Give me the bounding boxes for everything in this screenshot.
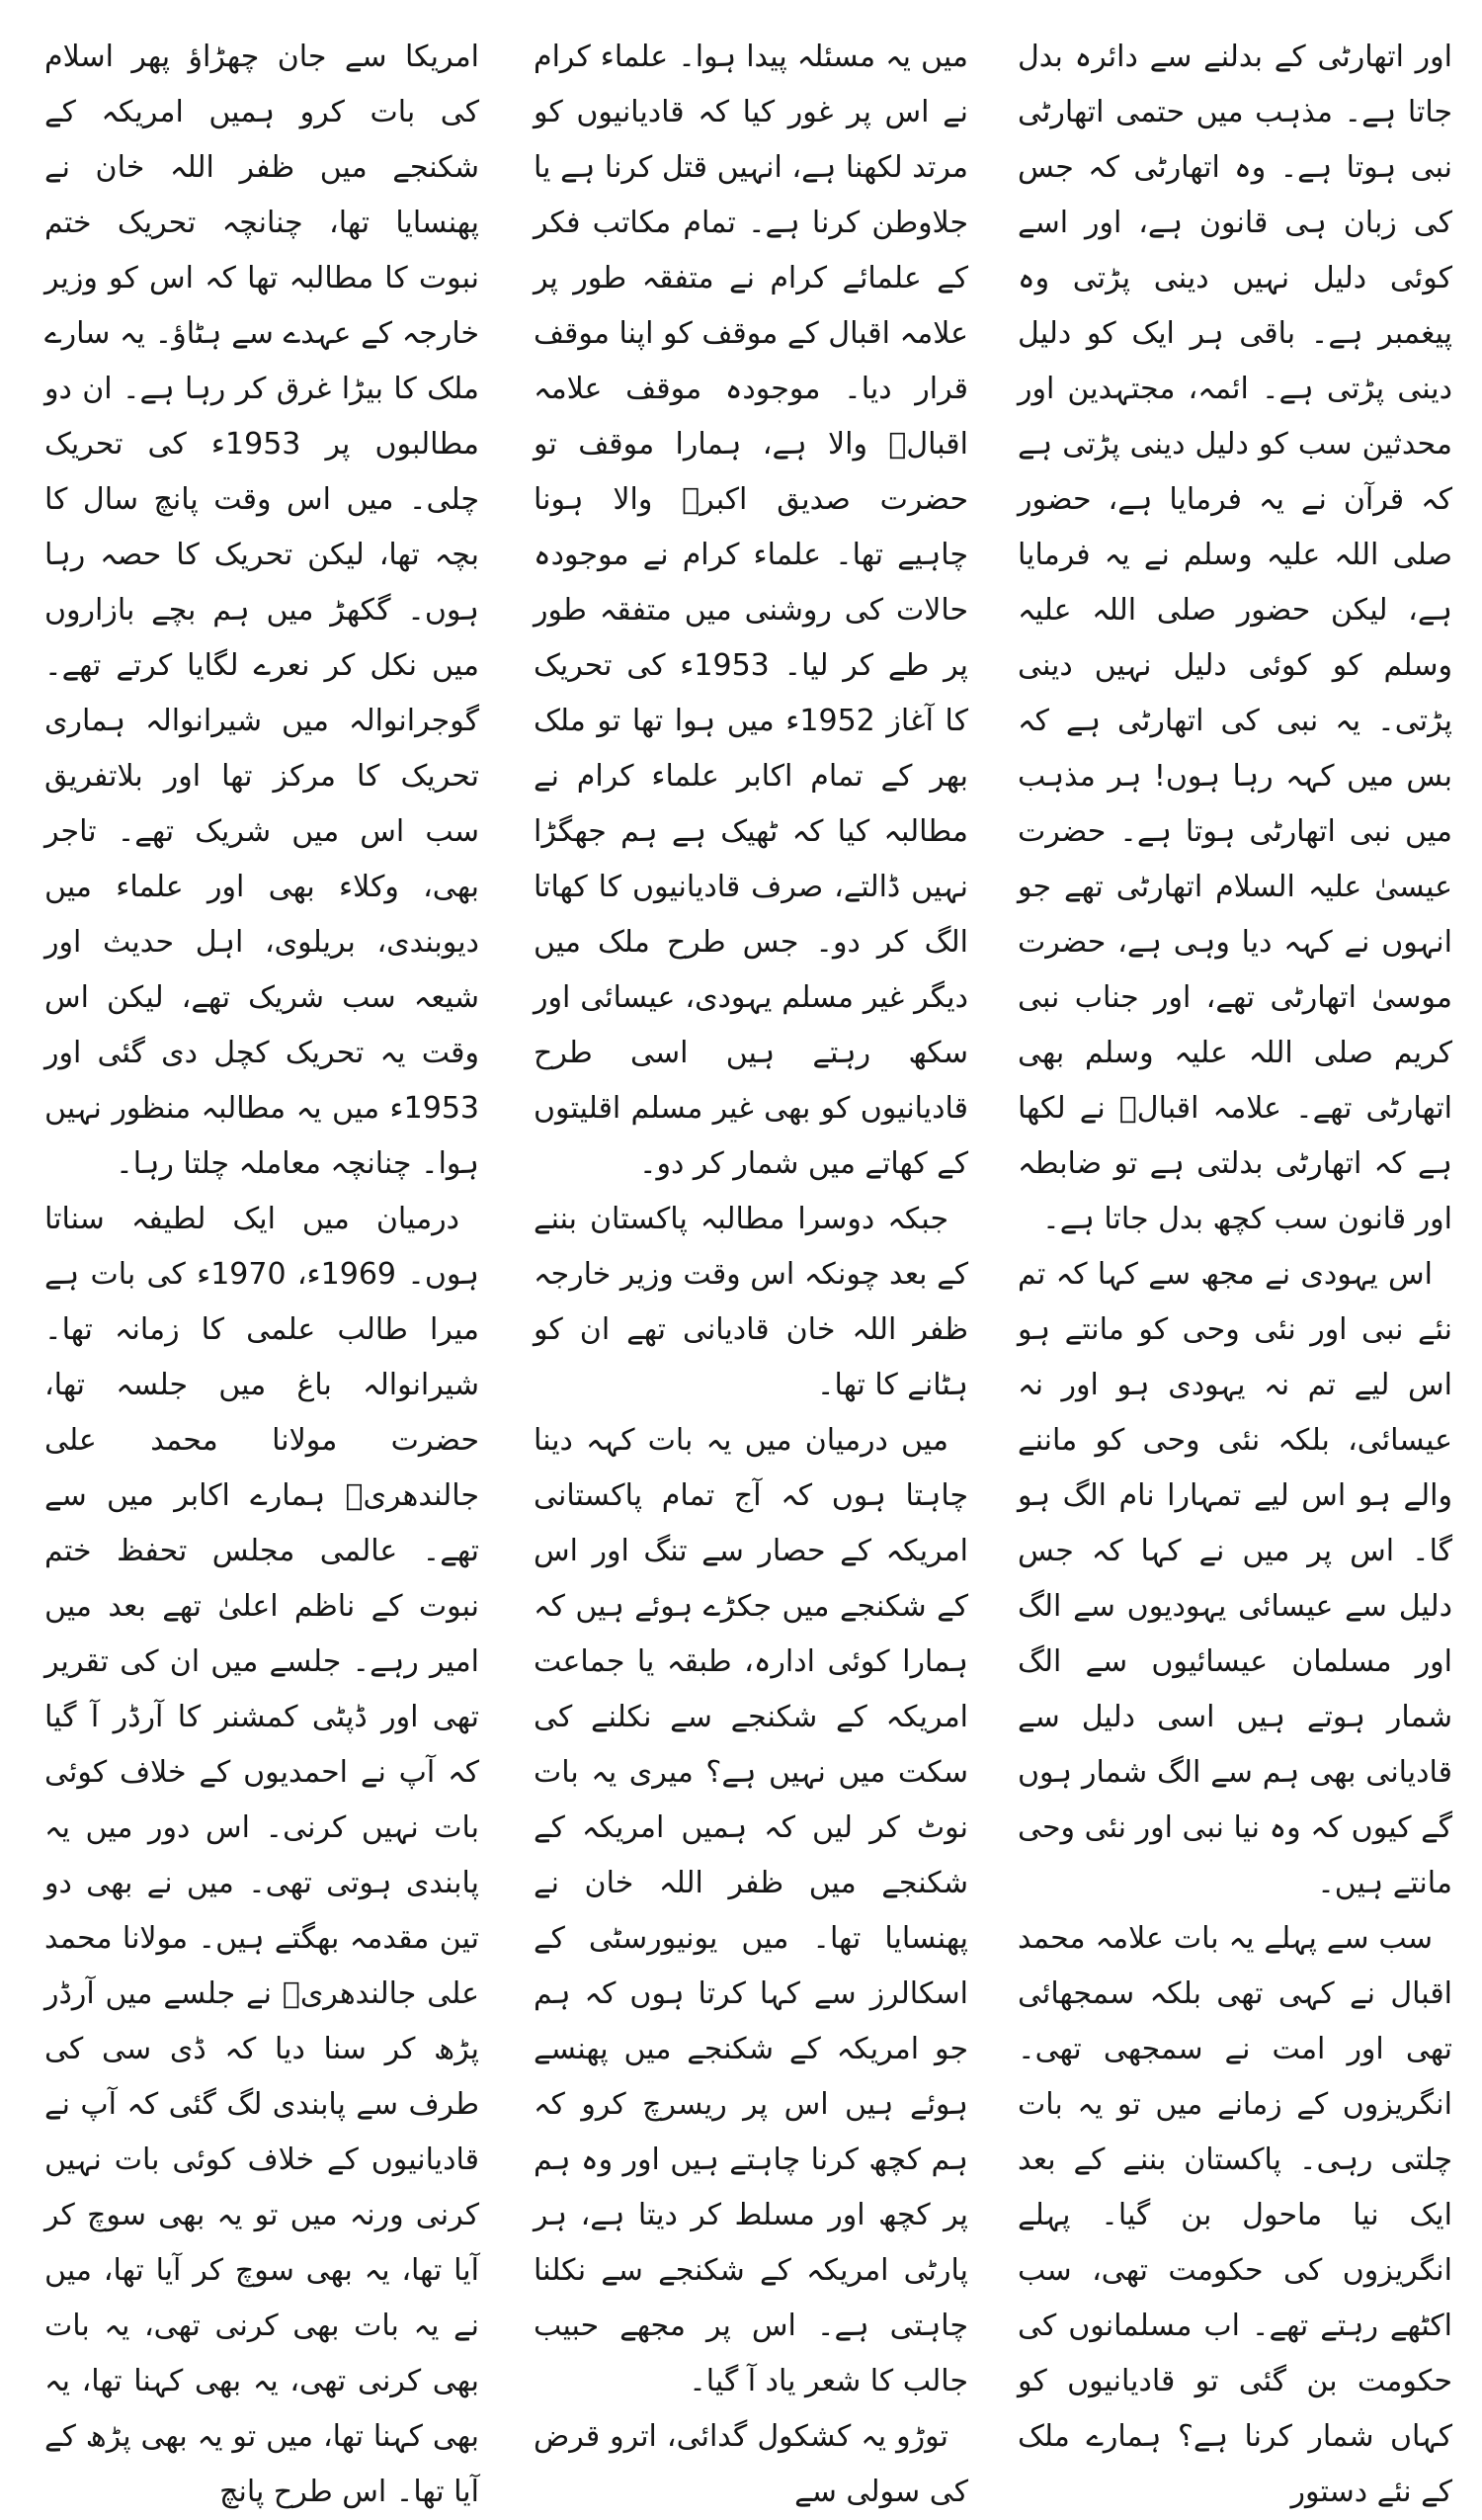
column-middle (534, 30, 968, 2509)
paragraph: امریکا سے جان چھڑاؤ پھر اسلام کی بات کرو ہمیں امریکہ کے شکنجے میں ظفر اللہ خان نے پھنسایا تھا، چنانچہ تحریک ختم نبوت کا مطالبہ تھا کہ اس کو وزیر خارجہ کے عہدے سے ہٹاؤ۔ یہ سارے ملک کا بیڑا غرق کر رہا ہے۔ ان دو مطالبوں پر 1953ء کی تحریک چلی۔ میں اس وقت پانچ سال کا بچہ تھا، لیکن تحریک کا حصہ رہا ہوں۔ گکھڑ میں ہم بچے بازاروں میں نکل کر نعرے لگایا کرتے تھے۔ گوجرانوالہ میں شیرانوالہ ہماری تحریک کا مرکز تھا اور بلاتفریق سب اس میں شریک تھے۔ تاجر بھی، وکلاء بھی اور علماء میں دیوبندی، بریلوی، اہل حدیث اور شیعہ سب شریک تھے، لیکن اس وقت یہ تحریک کچل دی گئی اور 1953ء میں یہ مطالبہ منظور نہیں ہوا۔ چنانچہ معاملہ چلتا رہا۔ (44, 40, 479, 1181)
column-left (44, 30, 479, 2509)
column-right (1018, 30, 1452, 2509)
paragraph: میں یہ مسئلہ پیدا ہوا۔ علماء کرام نے اس پر غور کیا کہ قادیانیوں کو مرتد لکھنا ہے، انہیں قتل کرنا ہے یا جلاوطن کرنا ہے۔ تمام مکاتب فکر کے علمائے کرام نے متفقہ طور پر علامہ اقبال کے موقف کو اپنا موقف قرار دیا۔ موجودہ موقف علامہ اقبالؒ والا ہے، ہمارا موقف تو حضرت صدیق اکبرؓ والا ہونا چاہیے تھا۔ علماء کرام نے موجودہ حالات کی روشنی میں متفقہ طور پر طے کر لیا۔ 1953ء کی تحریک کا آغاز 1952ء میں ہوا تھا تو ملک بھر کے تمام اکابر علماء کرام نے مطالبہ کیا کہ ٹھیک ہے ہم جھگڑا نہیں ڈالتے، صرف قادیانیوں کا کھاتا الگ کر دو۔ جس طرح ملک میں دیگر غیر مسلم یہودی، عیسائی اور سکھ رہتے ہیں اسی طرح قادیانیوں کو بھی غیر مسلم اقلیتوں کے کھاتے میں شمار کر دو۔ (534, 40, 968, 1181)
paragraph: جبکہ دوسرا مطالبہ پاکستان بننے کے بعد چونکہ اس وقت وزیر خارجہ ظفر اللہ خان قادیانی تھے ان کو ہٹانے کا تھا۔ (534, 1202, 968, 1402)
verse-line: توڑو یہ کشکول گدائی، اترو قرض کی سولی سے (534, 2419, 968, 2509)
paragraph: درمیان میں ایک لطیفہ سناتا ہوں۔ 1969ء، 1970ء کی بات ہے میرا طالب علمی کا زمانہ تھا۔ شیرانوالہ باغ میں جلسہ تھا، حضرت مولانا محمد علی جالندھریؒ ہمارے اکابر میں سے تھے۔ عالمی مجلس تحفظ ختم نبوت کے ناظم اعلیٰ تھے بعد میں امیر رہے۔ جلسے میں ان کی تقریر تھی اور ڈپٹی کمشنر کا آرڈر آ گیا کہ آپ نے احمدیوں کے خلاف کوئی بات نہیں کرنی۔ اس دور میں یہ پابندی ہوتی تھی۔ میں نے بھی دو تین مقدمہ بھگتے ہیں۔ مولانا محمد علی جالندھریؒ نے جلسے میں آرڈر پڑھ کر سنا دیا کہ ڈی سی کی طرف سے پابندی لگ گئی کہ آپ نے قادیانیوں کے خلاف کوئی بات نہیں کرنی ورنہ میں تو یہ بھی سوچ کر آیا تھا، یہ بھی سوچ کر آیا تھا، میں نے یہ بات بھی کرنی تھی، یہ بات بھی کرنی تھی، یہ بھی کہنا تھا، یہ بھی کہنا تھا، میں تو یہ بھی پڑھ کے آیا تھا۔ اس طرح پانچ (44, 1202, 479, 2509)
paragraph: سب سے پہلے یہ بات علامہ محمد اقبال نے کہی تھی بلکہ سمجھائی تھی اور امت نے سمجھی تھی۔ انگریزوں کے زمانے میں تو یہ بات چلتی رہی۔ پاکستان بننے کے بعد ایک نیا ماحول بن گیا۔ پہلے انگریزوں کی حکومت تھی، سب اکٹھے رہتے تھے۔ اب مسلمانوں کی حکومت بن گئی تو قادیانیوں کو کہاں شمار کرنا ہے؟ ہمارے ملک کے نئے دستور (1018, 1921, 1452, 2509)
paragraph: اس یہودی نے مجھ سے کہا کہ تم نئے نبی اور نئی وحی کو مانتے ہو اس لیے تم نہ یہودی ہو اور نہ عیسائی، بلکہ نئی وحی کو ماننے والے ہو اس لیے تمہارا نام الگ ہو گا۔ اس پر میں نے کہا کہ جس دلیل سے عیسائی یہودیوں سے الگ اور مسلمان عیسائیوں سے الگ شمار ہوتے ہیں اسی دلیل سے قادیانی بھی ہم سے الگ شمار ہوں گے کیوں کہ وہ نیا نبی اور نئی وحی مانتے ہیں۔ (1018, 1257, 1452, 1900)
paragraph: میں درمیان میں یہ بات کہہ دینا چاہتا ہوں کہ آج تمام پاکستانی امریکہ کے حصار سے تنگ اور اس کے شکنجے میں جکڑے ہوئے ہیں کہ ہمارا کوئی ادارہ، طبقہ یا جماعت امریکہ کے شکنجے سے نکلنے کی سکت میں نہیں ہے؟ میری یہ بات نوٹ کر لیں کہ ہمیں امریکہ کے شکنجے میں ظفر اللہ خان نے پھنسایا تھا۔ میں یونیورسٹی کے اسکالرز سے کہا کرتا ہوں کہ ہم جو امریکہ کے شکنجے میں پھنسے ہوئے ہیں اس پر ریسرچ کرو کہ ہم کچھ کرنا چاہتے ہیں اور وہ ہم پر کچھ اور مسلط کر دیتا ہے، ہر پارٹی امریکہ کے شکنجے سے نکلنا چاہتی ہے۔ اس پر مجھے حبیب جالب کا شعر یاد آ گیا۔ (534, 1423, 968, 2398)
paragraph: اور اتھارٹی کے بدلنے سے دائرہ بدل جاتا ہے۔ مذہب میں حتمی اتھارٹی نبی ہوتا ہے۔ وہ اتھارٹی کہ جس کی زبان ہی قانون ہے، اور اسے کوئی دلیل نہیں دینی پڑتی وہ پیغمبر ہے۔ باقی ہر ایک کو دلیل دینی پڑتی ہے۔ ائمہ، مجتہدین اور محدثین سب کو دلیل دینی پڑتی ہے کہ قرآن نے یہ فرمایا ہے، حضور صلی اللہ علیہ وسلم نے یہ فرمایا ہے، لیکن حضور صلی اللہ علیہ وسلم کو کوئی دلیل نہیں دینی پڑتی۔ یہ نبی کی اتھارٹی ہے کہ بس میں کہہ رہا ہوں! ہر مذہب میں نبی اتھارٹی ہوتا ہے۔ حضرت عیسیٰ علیہ السلام اتھارٹی تھے جو انہوں نے کہہ دیا وہی ہے، حضرت موسیٰ اتھارٹی تھے، اور جناب نبی کریم صلی اللہ علیہ وسلم بھی اتھارٹی تھے۔ علامہ اقبالؒ نے لکھا ہے کہ اتھارٹی بدلتی ہے تو ضابطہ اور قانون سب کچھ بدل جاتا ہے۔ (1018, 40, 1452, 1236)
